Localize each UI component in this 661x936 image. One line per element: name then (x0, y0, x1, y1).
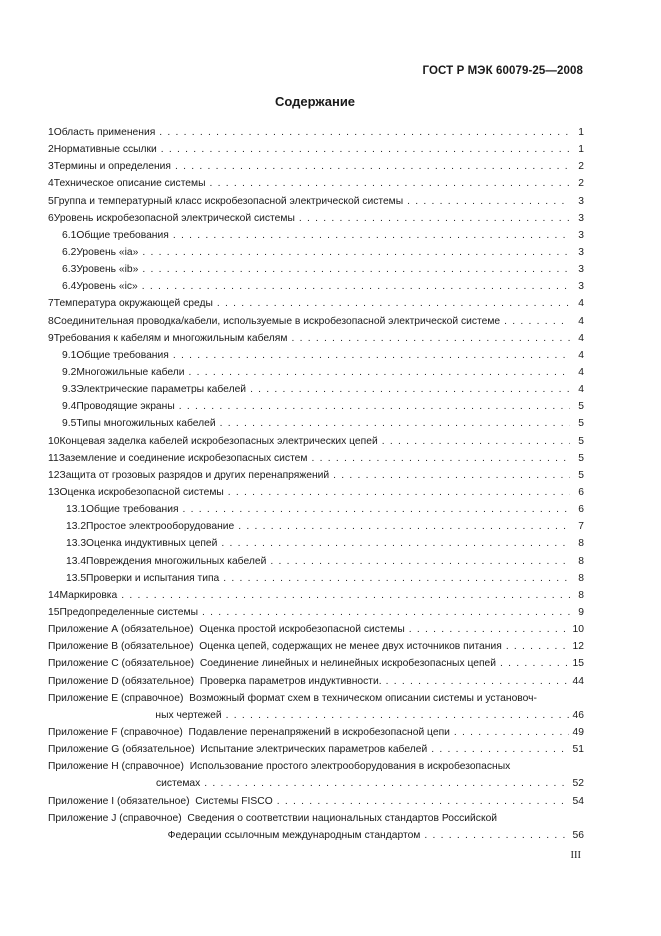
toc-appendix-entry[interactable] (48, 724, 584, 741)
toc-entry-page: 8 (578, 538, 584, 550)
appendix-title: Возможный формат схем в техническом описании системы и установоч- (189, 692, 537, 704)
toc-entry-title: Защита от грозовых разрядов и других перенапряжений (59, 469, 330, 481)
toc-entry-number: 13 (48, 486, 60, 498)
toc-appendix-entry[interactable] (48, 793, 584, 810)
toc-entry-number: 12 (48, 469, 60, 481)
leader-dots (291, 330, 570, 347)
leader-dots (175, 158, 570, 175)
toc-entry-title: Группа и температурный класс искробезопасной электрической системы (53, 195, 404, 207)
toc-appendix-entry[interactable] (48, 655, 584, 672)
leader-dots (159, 124, 570, 141)
toc-entry[interactable] (48, 570, 584, 587)
appendix-title: Испытание электрических параметров кабелей (200, 744, 428, 756)
leader-dots (409, 621, 569, 638)
toc-entry-lead (48, 450, 574, 467)
toc-entry[interactable] (48, 330, 584, 347)
leader-dots (431, 741, 568, 758)
toc-entry-title: Многожильные кабели (76, 366, 185, 378)
toc-entry-page: 54 (572, 795, 584, 807)
leader-dots (183, 501, 570, 518)
toc-entry-lead (48, 535, 574, 552)
toc-entry-title: Предопределенные системы (59, 606, 198, 618)
leader-dots (220, 415, 570, 432)
toc-entry[interactable] (48, 210, 584, 227)
toc-entry-number: 6.4 (62, 281, 77, 293)
toc-entry-title: Уровень «ia» (76, 246, 139, 258)
page-number: III (570, 850, 581, 861)
appendix-second-line (48, 827, 584, 844)
toc-entry-lead (48, 553, 574, 570)
toc-entry-title: Типы многожильных кабелей (76, 418, 216, 430)
toc-entry-title: Повреждения многожильных кабелей (86, 555, 267, 567)
toc-entry-number: 9.4 (62, 401, 77, 413)
toc-entry-page: 5 (578, 469, 584, 481)
leader-dots (189, 364, 570, 381)
toc-entry-title: Оценка искробезопасной системы (59, 486, 224, 498)
toc-entry-lead (48, 193, 574, 210)
toc-entry-number: 4 (48, 178, 54, 190)
toc-entry-lead (48, 433, 574, 450)
toc-entry-title: Область применения (53, 127, 156, 138)
toc-entry-number: 6.1 (62, 229, 77, 241)
toc-entry-page: 3 (578, 195, 584, 207)
toc-entry-number: 11 (48, 452, 59, 464)
toc-entry-lead (48, 210, 574, 227)
leader-dots (277, 793, 569, 810)
toc-entry-number: 9.5 (62, 418, 77, 430)
toc-entry-lead (48, 261, 574, 278)
toc-entry-page: 6 (578, 504, 584, 516)
toc-entry-page: 46 (572, 709, 584, 721)
toc-entry-lead (48, 244, 574, 261)
toc-entry[interactable] (48, 347, 584, 364)
toc-entry-number: 8 (48, 315, 54, 327)
toc-entry-title: Маркировка (59, 589, 118, 601)
toc-entry-number: 6.3 (62, 264, 77, 276)
toc-entry-lead (48, 724, 573, 741)
appendix-first-line (48, 690, 537, 707)
toc-entry[interactable] (48, 227, 584, 244)
toc-entry-lead (48, 175, 574, 192)
toc-entry-title: Уровень «ib» (76, 264, 139, 276)
toc-entry-number: 1 (48, 127, 54, 138)
toc-entry-number: 13.4 (66, 555, 87, 567)
appendix-first-line (48, 758, 510, 775)
toc-entry[interactable] (48, 535, 584, 552)
toc-entry-page: 3 (578, 229, 584, 241)
toc-entry-title: Требования к кабелям и многожильным кабелям (53, 332, 288, 344)
appendix-second-line (48, 775, 584, 792)
toc-entry[interactable] (48, 587, 584, 604)
toc-entry-page: 5 (578, 435, 584, 447)
toc-entry-page: 2 (578, 161, 584, 173)
appendix-title-continuation: Федерации ссылочным международным стандартом (167, 829, 421, 841)
toc-entry-lead (48, 501, 574, 518)
toc-entry-title: Оценка индуктивных цепей (86, 538, 218, 550)
toc-entry-number: 10 (48, 435, 60, 447)
toc-entry-lead (48, 484, 574, 501)
toc-entry-number: 5 (48, 195, 54, 207)
toc-entry-title: Техническое описание системы (53, 178, 206, 190)
toc-entry-title: Общие требования (76, 229, 169, 241)
toc-entry[interactable] (48, 433, 584, 450)
toc-entry-lead (48, 793, 573, 810)
leader-dots (226, 707, 569, 724)
toc-entry-page: 3 (578, 264, 584, 276)
toc-entry-page: 3 (578, 212, 584, 224)
toc-appendix-entry[interactable] (48, 621, 584, 638)
toc-entry-page: 4 (578, 349, 584, 361)
toc-entry-page: 9 (578, 606, 584, 618)
toc-entry-page: 7 (578, 521, 584, 533)
toc-entry-lead (48, 278, 574, 295)
toc-entry[interactable] (48, 398, 584, 415)
toc-entry-title: Соединительная проводка/кабели, используемые в искробезопасной электрической системе (53, 315, 501, 327)
toc-entry-title: Общие требования (86, 504, 179, 516)
toc-entry[interactable] (48, 467, 584, 484)
toc-entry-lead (48, 467, 574, 484)
leader-dots (238, 518, 570, 535)
toc-entry[interactable] (48, 295, 584, 312)
toc-entry-lead (48, 347, 574, 364)
toc-entry-number: 14 (48, 589, 60, 601)
leader-dots (270, 553, 570, 570)
toc-entry-page: 8 (578, 572, 584, 584)
appendix-title-continuation: ных чертежей (155, 709, 222, 721)
appendix-title: Проверка параметров индуктивности. (199, 675, 382, 687)
toc-entry-page: 3 (578, 246, 584, 258)
leader-dots (161, 141, 570, 158)
toc-entry-lead (48, 415, 574, 432)
appendix-label: Приложение J (справочное) (48, 812, 182, 824)
toc-entry[interactable] (48, 141, 584, 158)
toc-entry[interactable] (48, 484, 584, 501)
toc-entry[interactable] (48, 415, 584, 432)
toc-entry[interactable] (48, 313, 584, 330)
toc-entry-page: 44 (572, 675, 584, 687)
toc-appendix-entry[interactable] (48, 758, 584, 792)
leader-dots (221, 535, 570, 552)
appendix-title: Соединение линейных и нелинейных искробезопасных цепей (199, 658, 497, 670)
toc-entry[interactable] (48, 501, 584, 518)
toc-entry-page: 3 (578, 281, 584, 293)
leader-dots (407, 193, 570, 210)
toc-entry[interactable] (48, 158, 584, 175)
leader-dots (142, 278, 570, 295)
toc-entry-number: 9 (48, 332, 54, 344)
leader-dots (179, 398, 570, 415)
leader-dots (142, 261, 570, 278)
leader-dots (506, 638, 569, 655)
appendix-title: Оценка цепей, содержащих не менее двух источников питания (199, 641, 502, 653)
leader-dots (217, 295, 570, 312)
leader-dots (210, 175, 570, 192)
appendix-label: Приложение I (обязательное) (48, 795, 190, 807)
toc-entry[interactable] (48, 604, 584, 621)
toc-entry-page: 8 (578, 555, 584, 567)
toc-entry-lead (48, 227, 574, 244)
toc-entry[interactable] (48, 364, 584, 381)
toc-entry-page: 10 (572, 624, 584, 636)
toc-entry-title: Проводящие экраны (76, 401, 175, 413)
toc-entry-page: 2 (578, 178, 584, 190)
leader-dots (250, 381, 570, 398)
appendix-label: Приложение D (обязательное) (48, 675, 195, 687)
appendix-second-line (48, 707, 584, 724)
toc-appendix-entry[interactable] (48, 741, 584, 758)
toc-entry-title: Уровень искробезопасной электрической системы (53, 212, 295, 224)
toc-entry-title: Общие требования (76, 349, 169, 361)
toc-entry-page: 6 (578, 486, 584, 498)
toc-entry-lead (48, 398, 574, 415)
toc-entry-lead (48, 295, 574, 312)
appendix-title: Оценка простой искробезопасной системы (199, 624, 405, 636)
appendix-label: Приложение В (обязательное) (48, 641, 194, 653)
standard-designation: ГОСТ Р МЭК 60079-25—2008 (422, 65, 583, 77)
toc-entry-lead (48, 570, 574, 587)
leader-dots (311, 450, 570, 467)
leader-dots (454, 724, 569, 741)
appendix-first-line (48, 810, 497, 827)
toc-entry-lead (48, 518, 574, 535)
toc-entry-page: 8 (578, 589, 584, 601)
toc-appendix-entry[interactable] (48, 673, 584, 690)
appendix-label: Приложение G (обязательное) (48, 744, 195, 756)
toc-entry-lead (48, 587, 574, 604)
toc-entry-page: 5 (578, 418, 584, 430)
toc-entry-page: 12 (572, 641, 584, 653)
toc-entry-page: 4 (578, 384, 584, 396)
toc-entry-page: 1 (578, 127, 584, 138)
toc-entry-page: 49 (572, 726, 584, 738)
toc-entry-number: 13.1 (66, 504, 87, 516)
toc-appendix-entry[interactable] (48, 810, 584, 844)
leader-dots (173, 227, 570, 244)
table-of-contents (48, 124, 584, 844)
toc-entry-page: 56 (572, 829, 584, 841)
leader-dots (424, 827, 568, 844)
toc-entry-page: 15 (572, 658, 584, 670)
toc-entry-title: Термины и определения (53, 161, 171, 173)
toc-entry-page: 4 (578, 332, 584, 344)
toc-entry[interactable] (48, 278, 584, 295)
toc-entry-title: Простое электрооборудование (86, 521, 235, 533)
appendix-title: Сведения о соответствии национальных стандартов Российской (187, 812, 498, 824)
toc-entry-title: Электрические параметры кабелей (76, 384, 247, 396)
leader-dots (142, 244, 570, 261)
toc-entry-number: 9.3 (62, 384, 77, 396)
toc-entry-number: 3 (48, 161, 54, 173)
toc-entry[interactable] (48, 518, 584, 535)
toc-entry-lead (48, 655, 573, 672)
leader-dots (121, 587, 570, 604)
toc-entry-lead (48, 313, 574, 330)
appendix-label: Приложение С (обязательное) (48, 658, 195, 670)
toc-entry-number: 6.2 (62, 246, 77, 258)
page-title: Содержание (274, 94, 356, 109)
toc-entry-number: 13.5 (66, 572, 87, 584)
toc-entry[interactable] (48, 553, 584, 570)
leader-dots (299, 210, 570, 227)
toc-entry-lead (48, 604, 574, 621)
toc-entry-lead (48, 124, 574, 141)
appendix-label: Приложение Н (справочное) (48, 761, 184, 773)
toc-entry-title: Уровень «ic» (76, 281, 138, 293)
toc-entry-page: 4 (578, 366, 584, 378)
toc-entry[interactable] (48, 450, 584, 467)
leader-dots (228, 484, 570, 501)
toc-entry[interactable] (48, 175, 584, 192)
toc-entry-lead (48, 381, 574, 398)
appendix-title: Системы FISCO (195, 795, 273, 807)
leader-dots (223, 570, 570, 587)
toc-entry[interactable] (48, 244, 584, 261)
appendix-title: Подавление перенапряжений в искробезопасной цепи (188, 726, 450, 738)
appendix-title-continuation: системах (155, 778, 201, 790)
toc-entry-lead (48, 364, 574, 381)
toc-entry-number: 9.1 (62, 349, 77, 361)
toc-entry-lead (48, 158, 574, 175)
toc-entry-number: 15 (48, 606, 60, 618)
toc-entry[interactable] (48, 124, 584, 141)
leader-dots (333, 467, 570, 484)
leader-dots (386, 673, 569, 690)
toc-entry-page: 4 (578, 298, 584, 310)
toc-entry[interactable] (48, 261, 584, 278)
leader-dots (202, 604, 570, 621)
appendix-title: Использование простого электрооборудования в искробезопасных (189, 761, 511, 773)
leader-dots (382, 433, 570, 450)
toc-entry-page: 4 (578, 315, 584, 327)
toc-entry-title: Нормативные ссылки (53, 144, 157, 156)
toc-entry-number: 6 (48, 212, 54, 224)
toc-entry-lead (48, 621, 573, 638)
toc-entry-lead (48, 141, 574, 158)
toc-entry[interactable] (48, 381, 584, 398)
toc-entry-title: Заземление и соединение искробезопасных систем (58, 452, 308, 464)
toc-entry-page: 1 (578, 144, 584, 156)
toc-entry-page: 5 (578, 452, 584, 464)
toc-entry[interactable] (48, 193, 584, 210)
appendix-label: Приложение Е (справочное) (48, 692, 184, 704)
toc-appendix-entry[interactable] (48, 690, 584, 724)
leader-dots (204, 775, 568, 792)
toc-entry-lead (48, 673, 573, 690)
toc-entry-title: Концевая заделка кабелей искробезопасных электрических цепей (59, 435, 378, 447)
toc-entry-number: 13.2 (66, 521, 87, 533)
toc-entry-number: 9.2 (62, 366, 77, 378)
appendix-label: Приложение F (справочное) (48, 726, 183, 738)
toc-entry-number: 13.3 (66, 538, 87, 550)
appendix-label: Приложение А (обязательное) (48, 624, 194, 636)
toc-entry-page: 51 (572, 744, 584, 756)
toc-entry-page: 5 (578, 401, 584, 413)
toc-entry-number: 7 (48, 298, 54, 310)
leader-dots (500, 655, 569, 672)
toc-entry-lead (48, 741, 573, 758)
toc-entry-page: 52 (572, 778, 584, 790)
toc-entry-number: 2 (48, 144, 54, 156)
leader-dots (173, 347, 570, 364)
toc-appendix-entry[interactable] (48, 638, 584, 655)
leader-dots (504, 313, 570, 330)
toc-entry-lead (48, 330, 574, 347)
toc-entry-lead (48, 638, 573, 655)
toc-entry-title: Температура окружающей среды (53, 298, 213, 310)
toc-entry-title: Проверки и испытания типа (86, 572, 220, 584)
